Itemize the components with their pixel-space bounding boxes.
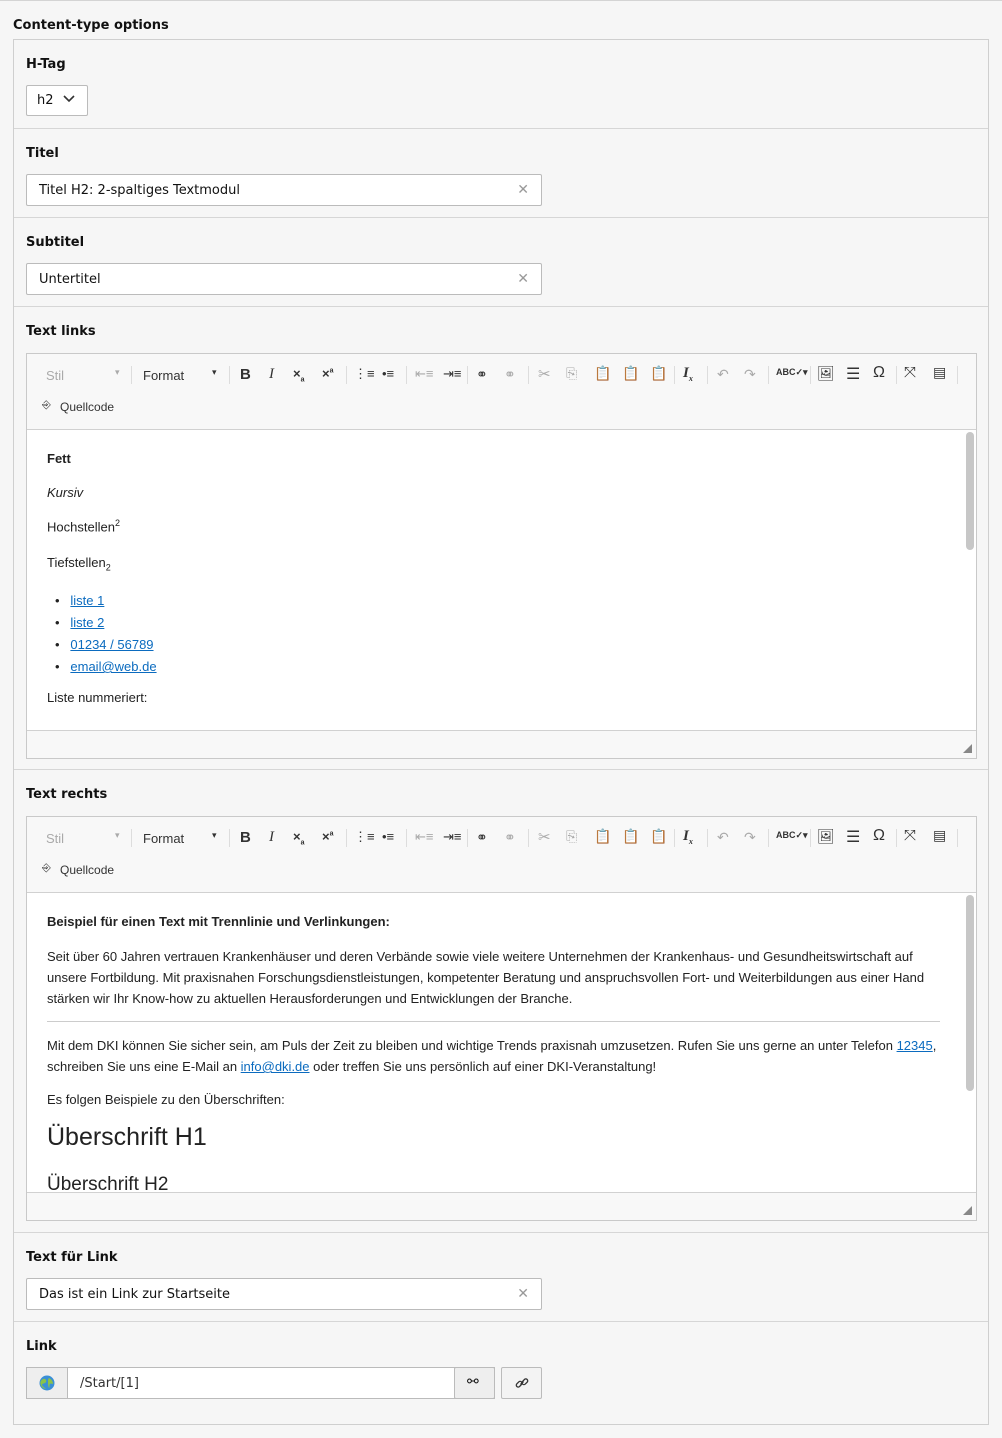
editor-toolbar: Stil ▾ Format ▾ B I $\times_a$ ×$^a$ ⋮≡ •≡ ⇤≡ ⇥≡ ⚭ ⚭ ✂ ⎘ 📋 📋 📋 $I_x$ ↶ ↷ ABC✓▾ 🖼 ☰ Ω ⤧ ▤ ⎆ Quellcode — [27, 817, 976, 893]
show-blocks-icon[interactable]: ▤ — [933, 827, 947, 843]
format-dropdown[interactable]: Format — [143, 831, 185, 846]
paste-word-icon[interactable]: 📋 — [650, 365, 668, 381]
htag-label: H-Tag — [26, 57, 66, 72]
list-link-1[interactable]: liste 1 — [70, 593, 105, 608]
subtitel-value: Untertitel — [39, 272, 101, 287]
resize-handle-icon[interactable] — [963, 744, 972, 753]
bold-icon[interactable]: B — [240, 366, 251, 383]
link-text-row — [14, 1233, 988, 1322]
link-browser-button[interactable] — [454, 1367, 495, 1399]
scrollbar[interactable] — [966, 432, 974, 550]
superscript-icon[interactable]: ×$^a$ — [322, 829, 334, 844]
superscript-icon[interactable]: ×$^a$ — [322, 366, 334, 381]
hochstellen-sup: 2 — [114, 518, 120, 528]
editor-statusbar — [27, 730, 976, 758]
spellcheck-icon[interactable]: ABC✓▾ — [776, 830, 808, 840]
cut-icon[interactable]: ✂ — [538, 829, 551, 846]
source-icon: ⎆ — [42, 862, 51, 874]
paste-word-icon[interactable]: 📋 — [650, 828, 668, 844]
titel-value: Titel H2: 2-spaltiges Textmodul — [39, 183, 240, 198]
list-item: • liste 1 — [55, 593, 105, 608]
para2-text-b: , schreiben Sie uns eine E-Mail an — [47, 1038, 937, 1074]
bulleted-list-icon[interactable]: •≡ — [382, 829, 395, 844]
liste-nummeriert-text: Liste nummeriert: — [47, 690, 148, 705]
resize-handle-icon[interactable] — [963, 1206, 972, 1215]
italic-icon[interactable]: I — [269, 366, 274, 382]
horizontal-rule — [47, 1021, 940, 1022]
rechts-heading: Beispiel für einen Text mit Trennlinie und Verlinkungen: — [47, 914, 390, 929]
subtitel-row — [14, 218, 988, 307]
text-rechts-label: Text rechts — [26, 787, 108, 802]
remove-format-icon[interactable]: $I_x$ — [683, 365, 693, 383]
link-text-value: Das ist ein Link zur Startseite — [39, 1287, 231, 1302]
heading-h2-example: Überschrift H2 — [47, 1174, 169, 1192]
paste-text-icon[interactable]: 📋 — [622, 828, 640, 844]
tiefstellen-line — [47, 555, 111, 573]
subtitel-label: Subtitel — [26, 235, 85, 250]
clear-icon[interactable]: ✕ — [517, 1286, 529, 1302]
scrollbar[interactable] — [966, 895, 974, 1091]
tiefstellen-sub: 2 — [105, 562, 111, 573]
list-link-phone[interactable]: 01234 / 56789 — [70, 637, 154, 652]
link-input[interactable] — [26, 1367, 495, 1399]
hochstellen-line — [47, 518, 120, 534]
phone-link[interactable]: 12345 — [896, 1038, 933, 1053]
unlink-icon[interactable]: ⚭ — [504, 366, 516, 382]
content-type-options-panel — [13, 39, 989, 1425]
spellcheck-icon[interactable]: ABC✓▾ — [776, 367, 808, 377]
remove-format-icon[interactable]: $I_x$ — [683, 828, 693, 846]
undo-icon[interactable]: ↶ — [717, 366, 729, 382]
list-item: • email@web.de — [55, 659, 157, 674]
text-links-editor — [26, 353, 977, 759]
link-browser-icon: ⚯ — [467, 1374, 479, 1390]
subtitel-input[interactable] — [26, 263, 542, 295]
copy-icon[interactable]: ⎘ — [566, 828, 578, 844]
link-row — [14, 1322, 988, 1424]
source-icon: ⎆ — [42, 399, 51, 411]
globe-icon — [39, 1375, 55, 1391]
para2-text-a: Mit dem DKI können Sie sicher sein, am Puls der Zeit zu bleiben und wichtige Trends praxisnah umzusetzen. Rufen Sie uns gerne an unter Telefon — [47, 1038, 897, 1053]
link-icon[interactable]: ⚭ — [476, 829, 488, 845]
list-link-email[interactable]: email@web.de — [70, 659, 157, 674]
clear-icon[interactable]: ✕ — [517, 271, 529, 287]
numbered-list-icon[interactable]: ⋮≡ — [354, 366, 375, 381]
text-links-label: Text links — [26, 324, 96, 339]
list-link-2[interactable]: liste 2 — [70, 615, 105, 630]
paste-icon[interactable]: 📋 — [594, 828, 612, 844]
rechts-para2 — [47, 1035, 940, 1077]
redo-icon[interactable]: ↷ — [744, 366, 756, 382]
globe-icon-box — [27, 1368, 68, 1398]
horizontal-rule-icon[interactable]: ☰ — [846, 366, 861, 383]
list-item: • liste 2 — [55, 615, 105, 630]
subscript-icon[interactable]: $\times_a$ — [293, 829, 305, 847]
text-links-content[interactable] — [27, 429, 962, 729]
indent-icon[interactable]: ⇥≡ — [443, 366, 462, 381]
link-text-label: Text für Link — [26, 1250, 118, 1265]
image-icon[interactable]: 🖼 — [817, 828, 835, 844]
clear-icon[interactable]: ✕ — [517, 182, 529, 198]
rechts-para1: Seit über 60 Jahren vertrauen Krankenhäuser und deren Verbände sowie viele weitere Unternehmen der Krankenhaus- und Gesundheitswirtschaft auf unsere Fortbildung. Mit praxisnahen Forschungsdienstleistungen, kompetenter Beratung und anspruchsvollen Fort- und Weiterbildungen aus einer Hand stärken wir Ihr Know-how zu aktuellen Herausforderungen und Entwicklungen der Branche. — [47, 949, 925, 1006]
text-rechts-row — [14, 770, 988, 1233]
outdent-icon[interactable]: ⇤≡ — [415, 366, 434, 381]
unlink-icon[interactable]: ⚭ — [504, 829, 516, 845]
indent-icon[interactable]: ⇥≡ — [443, 829, 462, 844]
text-rechts-content[interactable] — [27, 892, 962, 1192]
section-title: Content-type options — [13, 18, 169, 33]
top-divider — [0, 0, 1002, 1]
paste-icon[interactable]: 📋 — [594, 365, 612, 381]
maximize-icon[interactable]: ⤧ — [904, 827, 917, 844]
special-char-icon[interactable]: Ω — [873, 364, 885, 381]
htag-value: h2 — [37, 93, 54, 108]
maximize-icon[interactable]: ⤧ — [904, 364, 917, 381]
bulleted-list-icon[interactable]: •≡ — [382, 366, 395, 381]
outdent-icon[interactable]: ⇤≡ — [415, 829, 434, 844]
email-link[interactable]: info@dki.de — [240, 1059, 310, 1074]
text-links-row — [14, 307, 988, 770]
link-label: Link — [26, 1339, 57, 1354]
editor-toolbar: Stil ▾ Format ▾ B I $\times_a$ ×$^a$ ⋮≡ •≡ ⇤≡ ⇥≡ ⚭ ⚭ ✂ ⎘ 📋 📋 📋 $I_x$ ↶ ↷ ABC✓▾ 🖼 ☰ Ω ⤧ ▤ ⎆ Quellcode — [27, 354, 976, 430]
source-button[interactable]: Quellcode — [60, 863, 115, 877]
source-button[interactable]: Quellcode — [60, 400, 115, 414]
list-item: • 01234 / 56789 — [55, 637, 154, 652]
open-link-button[interactable] — [501, 1367, 542, 1399]
format-dropdown[interactable]: Format — [143, 368, 185, 383]
special-char-icon[interactable]: Ω — [873, 827, 885, 844]
chevron-down-icon — [62, 92, 76, 106]
numbered-list-icon[interactable]: ⋮≡ — [354, 829, 375, 844]
chain-icon — [515, 1376, 529, 1390]
horizontal-rule-icon[interactable]: ☰ — [846, 829, 861, 846]
cut-icon[interactable]: ✂ — [538, 366, 551, 383]
subscript-icon[interactable]: $\times_a$ — [293, 366, 305, 384]
italic-icon[interactable]: I — [269, 829, 274, 845]
redo-icon[interactable]: ↷ — [744, 829, 756, 845]
paste-text-icon[interactable]: 📋 — [622, 365, 640, 381]
bullet-list — [55, 590, 157, 678]
style-dropdown[interactable]: Stil — [46, 368, 65, 383]
bold-icon[interactable]: B — [240, 829, 251, 846]
style-dropdown[interactable]: Stil — [46, 831, 65, 846]
tiefstellen-text: Tiefstellen — [47, 555, 106, 570]
titel-row — [14, 129, 988, 218]
kursiv-text: Kursiv — [47, 485, 84, 500]
text-rechts-editor — [26, 816, 977, 1221]
para2-text-c: oder treffen Sie uns persönlich auf einer DKI-Veranstaltung! — [309, 1059, 657, 1074]
hochstellen-text: Hochstellen — [47, 519, 115, 535]
image-icon[interactable]: 🖼 — [817, 365, 835, 381]
fett-text: Fett — [47, 451, 71, 466]
editor-statusbar — [27, 1192, 976, 1220]
titel-input[interactable] — [26, 174, 542, 206]
copy-icon[interactable]: ⎘ — [566, 365, 578, 381]
htag-row — [14, 40, 988, 129]
show-blocks-icon[interactable]: ▤ — [933, 364, 947, 380]
link-icon[interactable]: ⚭ — [476, 366, 488, 382]
link-value: /Start/[1] — [80, 1376, 139, 1391]
heading-h1-example: Überschrift H1 — [47, 1123, 207, 1151]
titel-label: Titel — [26, 146, 59, 161]
rechts-para3: Es folgen Beispiele zu den Überschriften: — [47, 1092, 285, 1107]
htag-select[interactable] — [26, 85, 88, 116]
link-text-input[interactable] — [26, 1278, 542, 1310]
undo-icon[interactable]: ↶ — [717, 829, 729, 845]
